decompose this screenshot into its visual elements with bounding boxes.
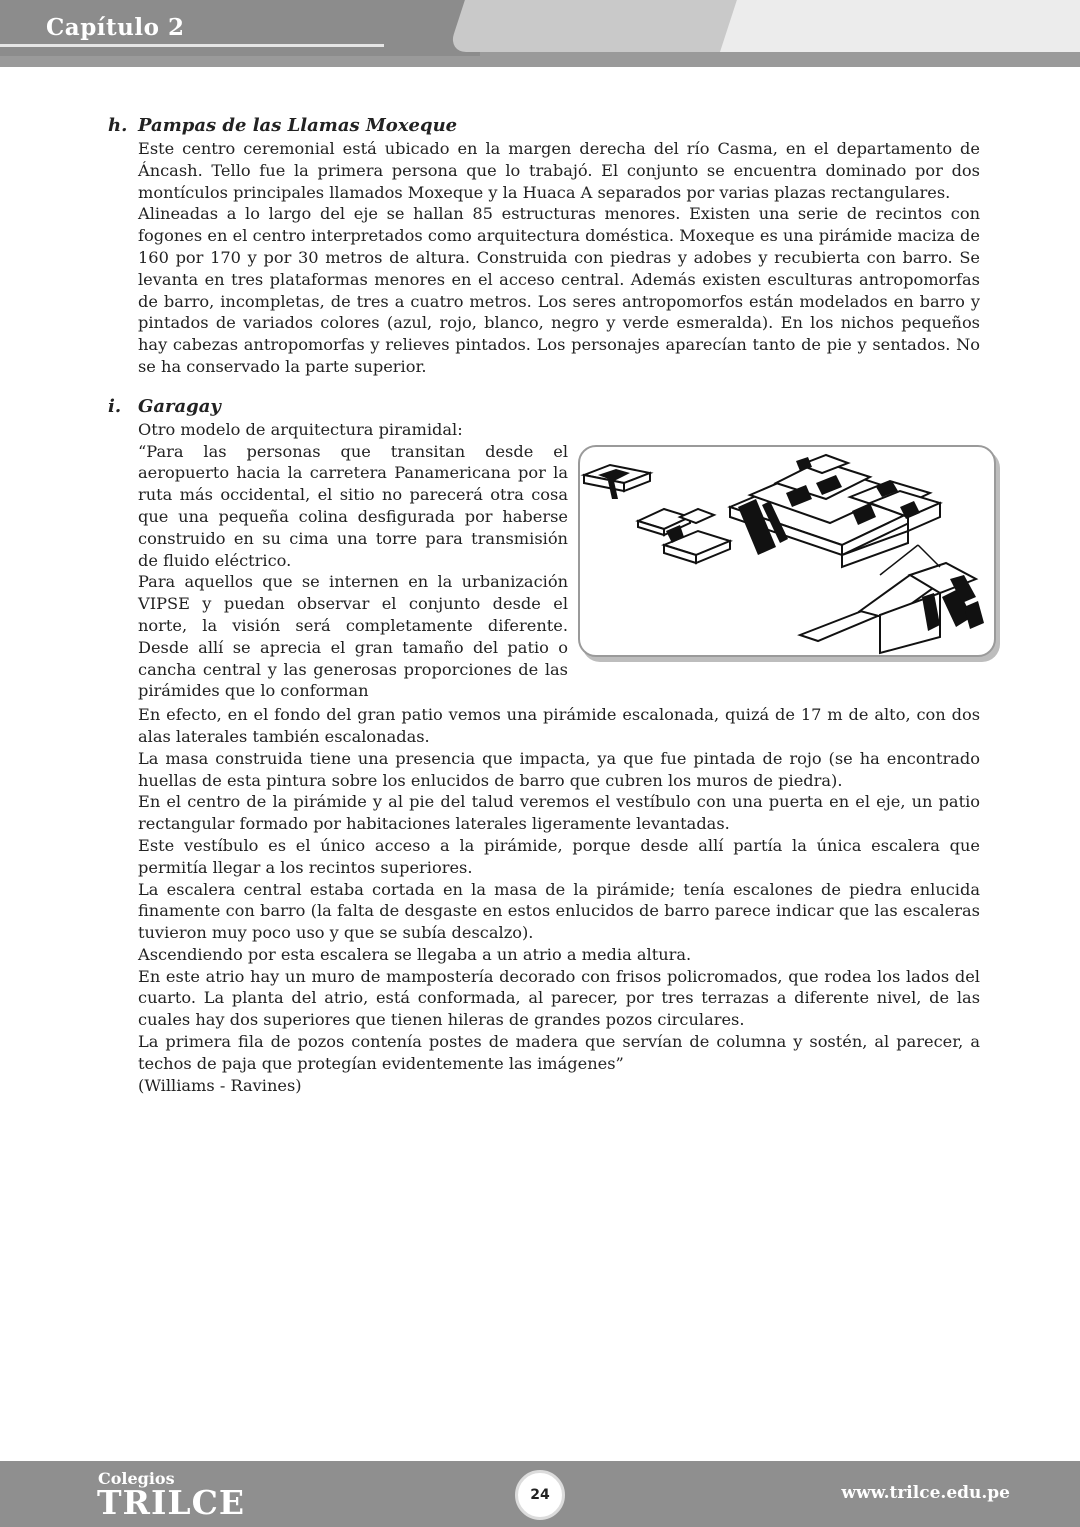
paragraph: En este atrio hay un muro de mampostería decorado con frisos policromados, que rodea los lados del cuarto. La planta del atrio, está conformada, al parecer, por tres terrazas a diferente nivel, de las cuales hay dos superiores que tienen hileras de grandes pozos circulares. xyxy=(138,966,980,1030)
chapter-title: Capítulo 2 xyxy=(46,14,185,41)
section-i-heading xyxy=(108,395,980,419)
section-i-intro xyxy=(138,419,980,702)
logo-subtitle: Colegios xyxy=(98,1469,175,1488)
header-underline xyxy=(0,44,384,47)
paragraph: “Para las personas que transitan desde el aeropuerto hacia la carretera Panamericana por la ruta más occidental, el sitio no parecerá otra cosa que una pequeña colina desfigurada por haberse construido en su cima una torre para transmisión de fluido eléctrico. xyxy=(138,441,568,570)
page-content xyxy=(108,114,980,1096)
section-h-title: Pampas de las Llamas Moxeque xyxy=(138,115,458,136)
paragraph: La masa construida tiene una presencia que impacta, ya que fue pintada de rojo (se ha encontrado huellas de esta pintura sobre los enlucidos de barro que cubren los muros de piedra). xyxy=(138,748,980,790)
section-h-body xyxy=(138,138,980,378)
paragraph: Para aquellos que se internen en la urbanización VIPSE y puedan observar el conjunto desde el norte, la visión será completamente diferente. Desde allí se aprecia el gran tamaño del patio o cancha central y las generosas proporciones de las pirámides que lo conforman xyxy=(138,572,568,701)
paragraph: Alineadas a lo largo del eje se hallan 85 estructuras menores. Existen una serie de recintos con fogones en el centro interpretados como arquitectura doméstica. Moxeque es una pirámide maciza de 160 por 170 y por 30 metros de altura. Construida con piedras y adobes y recubierta con barro. Se levanta en tres plataformas menores en el acceso central. Además existen esculturas antropomorfas de barro, incompletas, de tres a cuatro metros. Los seres antropomorfos están modelados en barro y pintados de variados colores (azul, rojo, blanco, negro y verde esmeralda). En los nichos pequeños hay cabezas antropomorfas y relieves pintados. Los personajes aparecían tanto de pie y sentados. No se ha conservado la parte superior. xyxy=(138,204,980,376)
section-i-title: Garagay xyxy=(138,395,221,417)
paragraph: Ascendiendo por esta escalera se llegaba a un atrio a media altura. xyxy=(138,944,692,964)
pyramid-drawing xyxy=(580,447,996,657)
paragraph: Otro modelo de arquitectura piramidal: xyxy=(138,419,463,439)
paragraph: La primera fila de pozos contenía postes de madera que servían de columna y sostén, al parecer, a techos de paja que protegían evidentemente las imágenes” xyxy=(138,1032,980,1073)
section-i-body xyxy=(138,702,980,1096)
header-lighter-band xyxy=(720,0,1080,52)
paragraph: En efecto, en el fondo del gran patio vemos una pirámide escalonada, quizá de 17 m de alto, con dos alas laterales también escalonadas. xyxy=(138,705,980,746)
section-h-heading xyxy=(108,114,980,138)
section-i-letter: i. xyxy=(108,395,122,417)
page-number: 24 xyxy=(515,1470,565,1520)
paragraph: Este vestíbulo es el único acceso a la pirámide, porque desde allí partía la única escalera que permitía llegar a los recintos superiores. xyxy=(138,835,980,877)
paragraph: Este centro ceremonial está ubicado en la margen derecha del río Casma, en el departamento de Áncash. Tello fue la primera persona que lo trabajó. El conjunto se encuentra dominado por dos montículos principales llamados Moxeque y la Huaca A separados por varias plazas rectangulares. xyxy=(138,139,980,202)
logo-wordmark: TRILCE xyxy=(97,1483,246,1522)
section-h-letter: h. xyxy=(108,115,128,136)
page-header xyxy=(0,0,1080,67)
citation: (Williams - Ravines) xyxy=(138,1075,302,1095)
paragraph: La escalera central estaba cortada en la masa de la pirámide; tenía escalones de piedra enlucida finamente con barro (la falta de desgaste en estos enlucidos de barro parece indicar que las escaleras tuvieron muy poco uso y que se subía descalzo). xyxy=(138,879,980,943)
website-link[interactable]: www.trilce.edu.pe xyxy=(841,1483,1010,1503)
page-footer xyxy=(0,1461,1080,1527)
paragraph: En el centro de la pirámide y al pie del talud veremos el vestíbulo con una puerta en el eje, un patio rectangular formado por habitaciones laterales ligeramente levantadas. xyxy=(138,792,980,834)
pyramid-illustration xyxy=(578,445,996,657)
